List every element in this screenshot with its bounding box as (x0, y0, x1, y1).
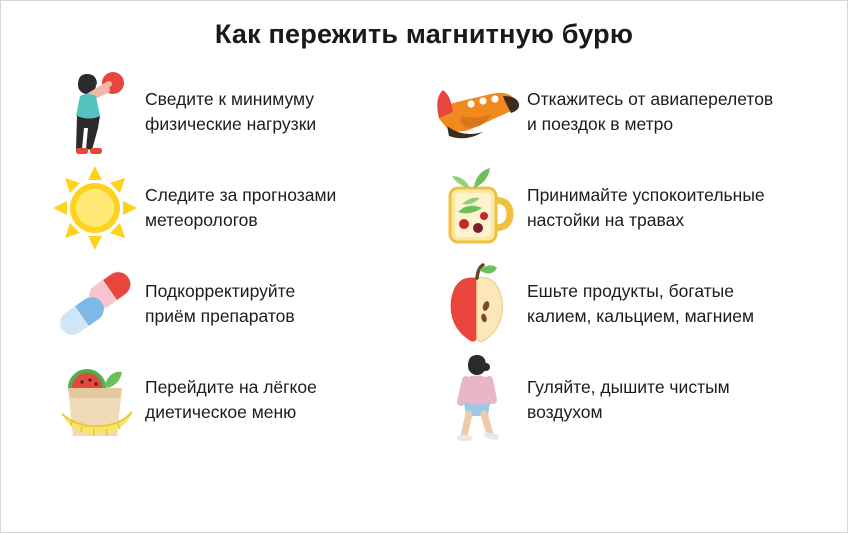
diet-icon (49, 354, 141, 446)
herbal-tea-icon (431, 162, 523, 254)
tips-columns (1, 64, 847, 448)
tip-text-line: Подкорректируйте (145, 281, 296, 301)
tip-text-line: настойки на травах (527, 210, 685, 230)
tips-column-left (49, 64, 431, 448)
tip-item (431, 256, 813, 352)
tip-text-line: Сведите к минимуму (145, 89, 315, 109)
tip-item (49, 352, 431, 448)
tip-text-line: Принимайте успокоительные (527, 185, 765, 205)
tip-item (49, 256, 431, 352)
apple-icon (431, 258, 523, 350)
pills-icon (49, 258, 141, 350)
tip-text-line: физические нагрузки (145, 114, 317, 134)
tip-item (49, 160, 431, 256)
tip-text-line: Ешьте продукты, богатые (527, 281, 734, 301)
page-title: Как пережить магнитную бурю (214, 19, 634, 49)
tip-text (141, 279, 295, 329)
airplane-icon (431, 66, 523, 158)
tip-text-line: приём препаратов (145, 306, 295, 326)
walking-icon (431, 354, 523, 446)
tip-text (141, 183, 336, 233)
tip-item (431, 64, 813, 160)
tip-text-line: воздухом (527, 402, 603, 422)
tip-text (141, 87, 316, 137)
tip-text-line: метеорологов (145, 210, 258, 230)
tip-text-line: Перейдите на лёгкое (145, 377, 317, 397)
exercise-icon (49, 66, 141, 158)
tip-text (523, 87, 773, 137)
tip-text-line: диетическое меню (145, 402, 297, 422)
tip-text-line: Следите за прогнозами (145, 185, 337, 205)
tip-text-line: Гуляйте, дышите чистым (527, 377, 730, 397)
tip-item (431, 352, 813, 448)
tip-text (523, 279, 754, 329)
tip-text-line: и поездок в метро (527, 114, 674, 134)
tip-text (523, 375, 730, 425)
tip-text (141, 375, 317, 425)
sun-icon (49, 162, 141, 254)
tip-text-line: Откажитесь от авиаперелетов (527, 89, 774, 109)
tip-item (431, 160, 813, 256)
tip-item (49, 64, 431, 160)
tip-text-line: калием, кальцием, магнием (527, 306, 754, 326)
tip-text (523, 183, 765, 233)
tips-column-right (431, 64, 813, 448)
